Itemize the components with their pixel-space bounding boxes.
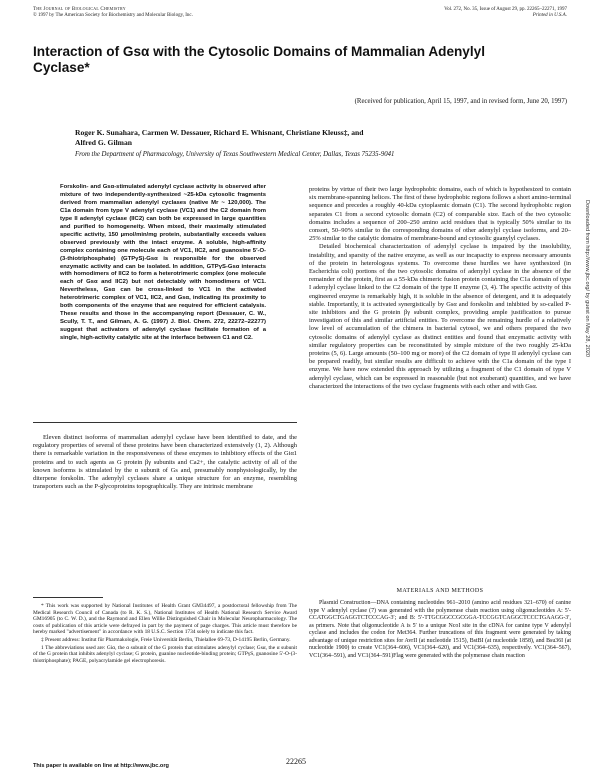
issue-header [444, 7, 567, 20]
footnote-divider [33, 597, 103, 598]
authors-line-2: Alfred G. Gilman [75, 138, 133, 147]
issue-info: Vol. 272, No. 35, Issue of August 29, pp. 22265–22271, 1997 [444, 7, 567, 12]
journal-header [33, 7, 193, 20]
funding-footnote: * This work was supported by National Institutes of Health Grant GM34497, a postdoctoral fellowship from The Medical Research Council of Canada (to R. K. S.), National Institutes of Health National Research Service Award GM16905 (to C. W. D.), and the Raymond and Ellen Willie Distinguished Chair in Molecular Neuropharmacology. The costs of publication of this article were defrayed in part by the payment of page charges. This article must therefore be hereby marked "advertisement" in accordance with 18 U.S.C. Section 1734 solely to indicate this fact. [33, 603, 297, 636]
authors-line-1: Roger K. Sunahara, Carmen W. Dessauer, Richard E. Whisnant, Christiane Kleuss‡, and [75, 128, 364, 137]
footnotes [33, 603, 297, 665]
download-watermark: Downloaded from http://www.jbc.org/ by guest on May 28, 2020 [584, 200, 590, 358]
abbreviations-footnote: 1 The abbreviations used are: Giα, the α subunit of the G protein that stimulates adenylyl cyclase; Gsα, the α subunit of the G protein that inhibits adenylyl cyclase; G protein, guanine nucleotide-binding protein; GTPγS, guanosine 5′-O-(3-thiotriphosphate); PAGE, polyacrylamide gel electrophoresis. [33, 644, 297, 664]
methods-paragraph: Plasmid Construction—DNA containing nucleotides 961–2010 (amino acid residues 321–670) of canine type V adenylyl cyclase (7) was generated with the polymerase chain reaction using oligonucleotides A: 5′-CCATGGCTGAGGTCTCCCAG-3′; and B: 5′-TTGCGGCCGCGGA-TCCGGTCAGGCTCCCTGAAGG-3′, as primers. Note that oligonucleotide A is 5′ to a unique NcoI site in the cDNA for canine type V adenylyl cyclase and includes the codon for Met364. Further truncations of this fragment were generated by taking advantage of unique restriction sites for AvrII (at nucleotide 1515), BstBI (at nucleotide 1858), and Bsu36I (at nucleotide 1900) to create VC1(364–606), VC1(364–620), and VC1(364–635), respectively. VC1(364–567), VC1(364–591), and VC1(364–591)Flag were generated with the polymerase chain reaction [309, 600, 571, 659]
author-list [75, 128, 535, 148]
abstract-divider [33, 422, 297, 423]
availability-note: This paper is available on line at http://www.jbc.org [33, 763, 169, 769]
section-heading: MATERIALS AND METHODS [396, 588, 484, 594]
body-right-column [309, 186, 571, 391]
page-number: 22265 [286, 757, 306, 766]
copyright-line: © 1997 by The American Society for Biochemistry and Molecular Biology, Inc. [33, 13, 193, 19]
received-dates: (Received for publication, April 15, 1997, and in revised form, June 20, 1997) [354, 98, 567, 105]
body-paragraph-2: Detailed biochemical characterization of adenylyl cyclase is impaired by the insolubility, instability, and sparsity of the native enzyme, as well as our incapacity to express necessary amounts of the protein in heterologous systems. To overcome these hurdles we have synthesized (in Escherichia coli) portions of the two cytosolic domains of adenylyl cyclase in the absence of the remainder of the protein, first as a 55-kDa chimeric fusion protein containing the C1a domain of type I adenylyl cyclase linked to the C2 domain of the type II enzyme (3, 4). The specific activity of this engineered enzyme is remarkably high, it is soluble in the absence of detergent, and it is adequately stable. Importantly, it is activated synergistically by Gsα and forskolin and inhibited by so-called P-site inhibitors and the G protein βγ subunit complex, providing ample justification to pursue investigation of this and similar artificial entities. To overcome the remaining hurdle of a relatively low level of accumulation of the chimera in bacterial cytosol, we and others prepared the two cytosolic domains of adenylyl cyclase as distinct entities and found that enzymatic activity with similar regulatory properties can be reconstituted by simple mixture of the two roughly 25-kDa proteins (5, 6). Large amounts (50–100 mg or more) of the C2 domain of type II adenylyl cyclase can be prepared readily, but similar results are difficult to achieve with the C1a domain of the type I enzyme. We have now extended this approach by utilizing a fragment of the C1 domain of type V adenylyl cyclase, which can be expressed in reasonable (but not exuberant) quantities, and we have characterized the interactions of the two cyclase fragments with each other and with Gsα. [309, 243, 571, 390]
abstract: Forskolin- and Gsα-stimulated adenylyl cyclase activity is observed after mixture of two independently-synthesized ~25-kDa cytosolic fragments derived from mammalian adenylyl cyclases (native Mr ~ 120,000). The C1a domain from type V adenylyl cyclase (VC1) and the C2 domain from type II adenylyl cyclase (IIC2) can both be expressed in large quantities and purified to homogeneity. When mixed, their maximally stimulated specific activity, 150 µmol/min/mg protein, substantially exceeds values observed previously with the intact enzyme. A soluble, high-affinity complex containing one molecule each of VC1, IIC2, and guanosine 5′-O-(3-thiotriphosphate) (GTPγS)-Gsα is responsible for the observed enzymatic activity and can be isolated. In addition, GTPγS-Gsα interacts with homodimers of IIC2 to form a heterotrimeric complex (one molecule each of Gsα and IIC2) but not detectably with homodimers of VC1. Nevertheless, Gsα can be cross-linked to VC1 in the activated heterotrimeric complex of VC1, IIC2, and Gsα, indicating its proximity to both components of the enzyme that are required for efficient catalysis. These results and those in the accompanying report (Dessauer, C. W., Scully, T. T., and Gilman, A. G. (1997) J. Biol. Chem. 272, 22272–22277) suggest that activators of adenylyl cyclase facilitate formation of a single, high-activity catalytic site at the interface between C1 and C2. [60, 184, 266, 342]
introduction-paragraph: Eleven distinct isoforms of mammalian adenylyl cyclase have been identified to date, and the regulatory properties of several of these proteins have been characterized extensively (1, 2). Although there is remarkable variation in the responsiveness of these enzymes to inhibitory effects of the Giα1 proteins and to such agents as G protein βγ subunits and Ca2+, the catalytic activity of all of the known isoforms is stimulated by the α subunit of Gs and, presumably nonphysiologically, by the diterpene forskolin. The adenylyl cyclases share a unique structure for an enzyme, resembling transporters such as the P-glycoproteins topographically. They are intrinsic membrane [33, 434, 297, 491]
affiliation: From the Department of Pharmacology, University of Texas Southwestern Medical Center, Dallas, Texas 75235-9041 [75, 151, 395, 158]
article-title: Interaction of Gsα with the Cytosolic Domains of Mammalian Adenylyl Cyclase* [33, 44, 485, 75]
body-paragraph-1: proteins by virtue of their two large hydrophobic domains, each of which is hypothesized to contain six membrane-spanning helices. The first of these hydrophobic regions follows a short amino-terminal sequence and precedes a roughly 40-kDa cytoplasmic domain (C1). The second hydrophobic region separates C1 from a second cytosolic domain (C2) of comparable size. Each of the two cytosolic domains includes a sequence of 200–250 amino acid residues that is typically 50% similar to its consort, 50–90% similar to the corresponding domains of other adenylyl cyclase isoforms, and 20–25% similar to the catalytic domains of membrane-bound and cytosolic guanylyl cyclases. [309, 186, 572, 243]
journal-name: The Journal of Biological Chemistry [33, 7, 126, 12]
address-footnote: ‡ Present address: Institut für Pharmakologie, Freie Universität Berlin, Thielallee 69-73, D-14195 Berlin, Germany. [41, 636, 291, 643]
printed-in: Printed in U.S.A. [532, 13, 567, 19]
